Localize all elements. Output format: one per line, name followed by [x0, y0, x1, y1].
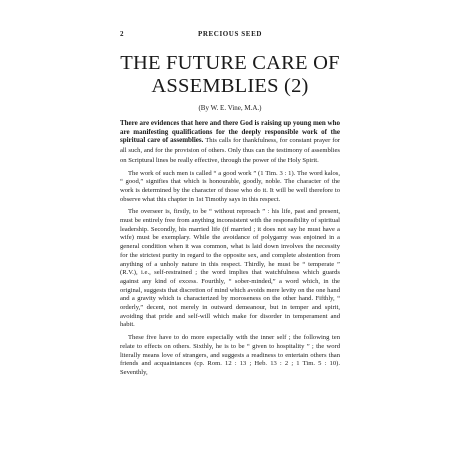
- article-title-line-2: ASSEMBLIES (2): [151, 75, 309, 97]
- article-title-line-1: THE FUTURE CARE OF: [120, 52, 340, 74]
- author-byline: (By W. E. Vine, M.A.): [198, 104, 262, 112]
- paragraph-4-text: These five have to do more especially with the inner self ; the following ten relate to effects on others. Sixthly, he is to be “ given to hospitality ” ; the word literally means love of strangers, and suggests a readiness to entertain others than friends and acquaintances (cp. Rom. 12 : 13 ; Heb. 13 : 2 ; 1 Tim. 5 : 10). Seventhly,: [120, 334, 340, 376]
- journal-title: PRECIOUS SEED: [197, 30, 262, 38]
- paragraph-2: [120, 170, 340, 205]
- lead-sentence: There are evidences that here and there God is raising up young men who are manifesting qualifications for the deeply responsible work of the spiritual care of assemblies.: [120, 119, 340, 145]
- page-number: 2: [120, 30, 125, 38]
- paragraph-1: [120, 119, 340, 166]
- running-head: [120, 30, 340, 42]
- paragraph-1-rest: This calls for thankfulness, for constant prayer for all such, and for the provision of others. Only thus can the testimony of assemblies on Scriptural lines be really effective, through the power of the Holy Spirit.: [120, 137, 340, 164]
- article-title: [120, 52, 340, 98]
- paragraph-2-text: The work of such men is called “ a good work ” (1 Tim. 3 : 1). The word kalos, “ good,” signifies that which is honourable, goodly, noble. The character of the work is determined by the character of those who do it. It will be well therefore to observe what this chapter in 1st Timothy says in this respect.: [120, 169, 340, 203]
- paragraph-3-text: The overseer is, firstly, to be “ without reproach ” : his life, past and present, must be entirely free from anything inconsistent with the responsibility of spiritual leadership. Secondly, his married life (if married ; it does not say he must have a wife) must be exemplary. While the avoidance of polygamy was enjoined in a general condition when it was common, what is laid down involves the necessity for the strictest purity in regard to the opposite sex, and complete abstention from anything of a unholy nature in this respect. Thirdly, he must be “ temperate ” (R.V.), i.e., self-restrained ; the word implies that watchfulness which guards against any kind of excess. Fourthly, “ sober-minded,” a word which, in the original, suggests that discretion of mind which avoids mere levity on the one hand and a gravity which is characterized by moroseness on the other hand. Fifthly, “ orderly,” decent, not merely in outward demeanour, but in temper and spirit, avoiding that pride and self-will which make for disorder in temperament and habit.: [120, 208, 340, 329]
- paragraph-4: [120, 334, 340, 378]
- paragraph-3: [120, 208, 340, 330]
